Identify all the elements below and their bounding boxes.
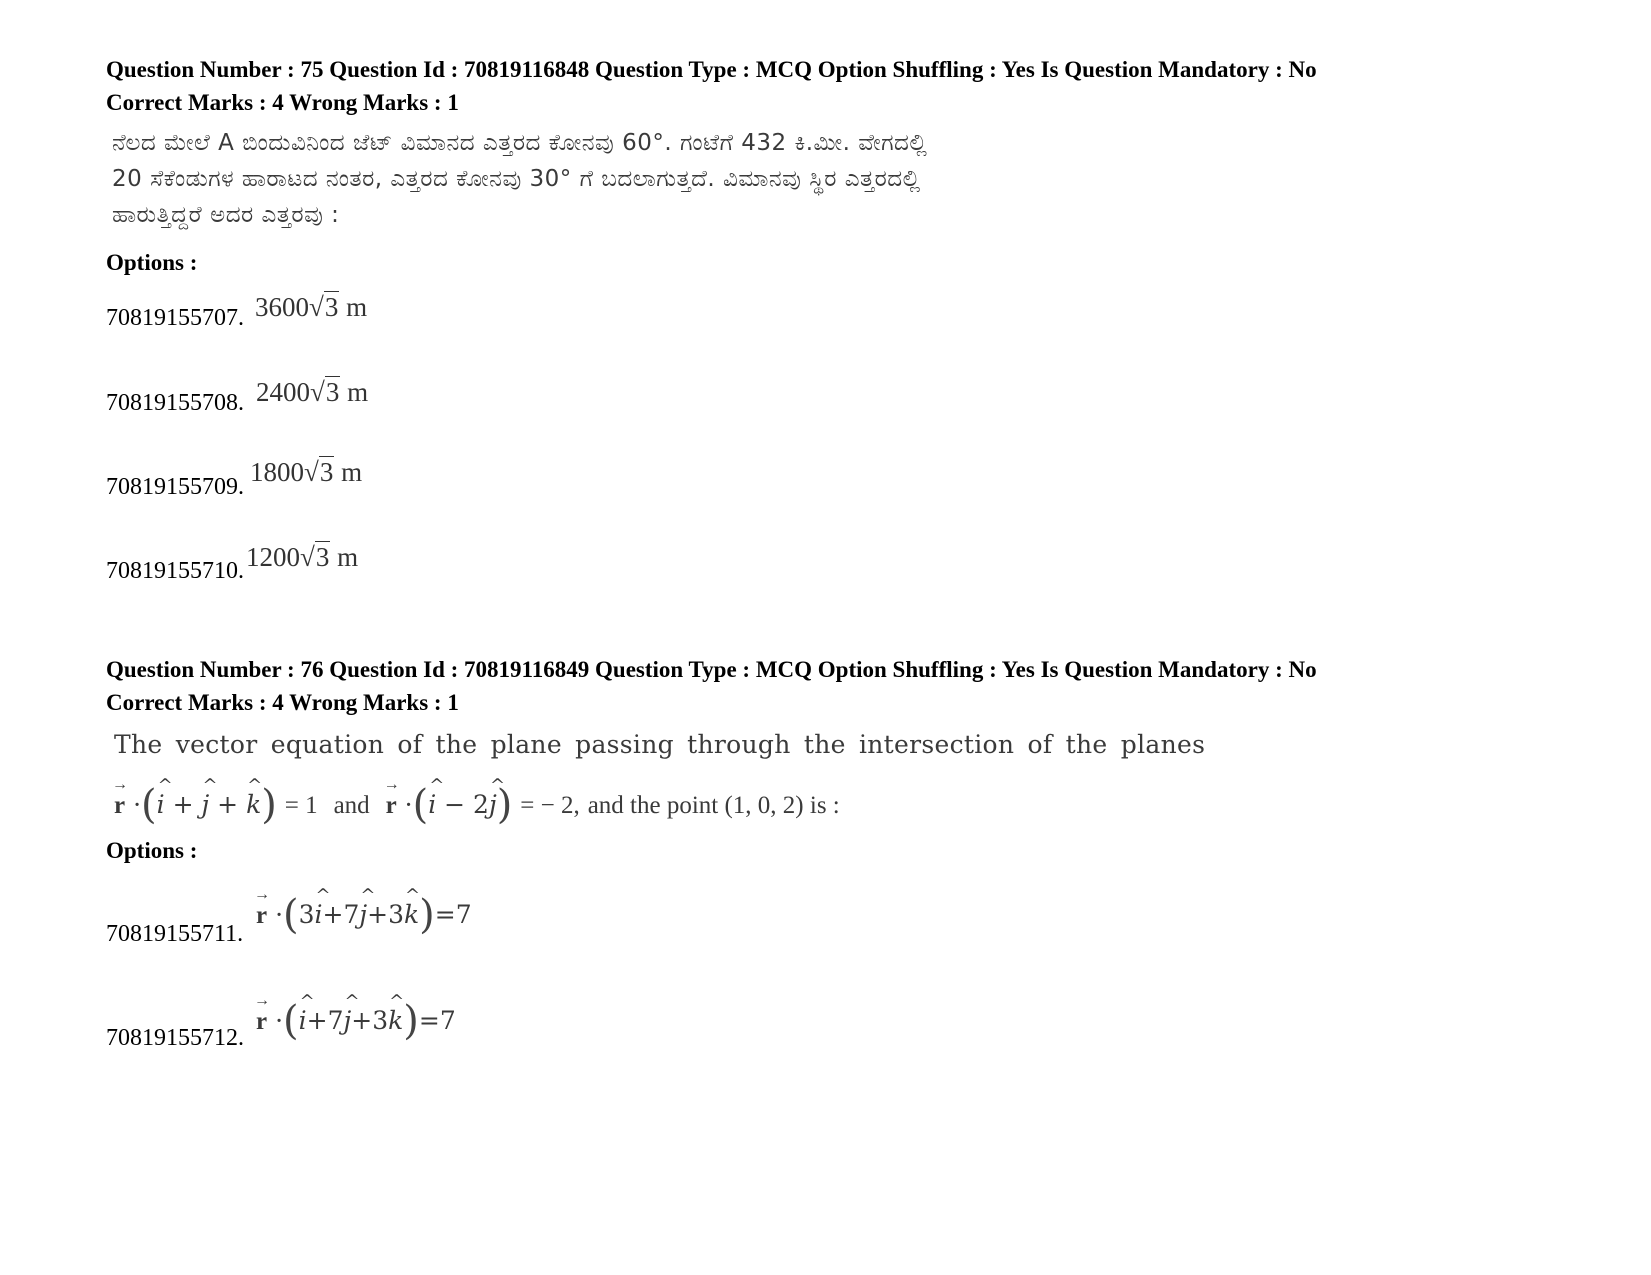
sqrt-symbol: √3 bbox=[300, 542, 330, 572]
option-answer[interactable] bbox=[246, 542, 358, 573]
option-answer[interactable]: → r ·(3^ i+7^ j+3^ k)=7 bbox=[256, 892, 472, 938]
coef-j: +7 bbox=[322, 900, 360, 929]
option-id: 70819155708. bbox=[106, 390, 244, 416]
vector-r: → r bbox=[256, 902, 267, 930]
sqrt-symbol: √3 bbox=[304, 457, 334, 487]
question-text-line: ನೆಲದ ಮೇಲೆ A ಬಿಂದುವಿನಿಂದ ಜೆಟ್ ವಿಮಾನದ ಎತ್ತರದ ಕೋನವು 60°. ಗಂಟೆಗೆ 432 ಕಿ.ಮೀ. ವೇಗದಲ್ಲಿ bbox=[112, 130, 928, 156]
radicand: 3 bbox=[315, 542, 330, 572]
coef-i: 3 bbox=[298, 900, 315, 929]
option-id: 70819155710. bbox=[106, 558, 244, 584]
sqrt-symbol: √3 bbox=[309, 292, 339, 322]
sqrt-symbol: √3 bbox=[310, 377, 340, 407]
equation-rhs: = 1 bbox=[284, 792, 318, 819]
option-coefficient: 1800 bbox=[250, 457, 304, 487]
marks-line: Correct Marks : 4 Wrong Marks : 1 bbox=[106, 90, 459, 115]
equation-rhs: = − 2, bbox=[520, 792, 580, 819]
marks-line: Correct Marks : 4 Wrong Marks : 1 bbox=[106, 690, 459, 715]
option-id: 70819155711. bbox=[106, 921, 244, 947]
question-header: Question Number : 75 Question Id : 70819116848 Question Type : MCQ Option Shuffling : Yes Is Question Mandatory : No bbox=[106, 57, 1317, 82]
option-answer[interactable]: → r ·(^ i+7^ j+3^ k)=7 bbox=[256, 998, 456, 1044]
option-coefficient: 3600 bbox=[255, 292, 309, 322]
coef-k: +3 bbox=[367, 900, 405, 929]
option-coefficient: 2400 bbox=[256, 377, 310, 407]
vector-r: → r bbox=[114, 792, 125, 820]
question-header: Question Number : 76 Question Id : 70819116849 Question Type : MCQ Option Shuffling : Yes Is Question Mandatory : No bbox=[106, 657, 1317, 682]
option-answer[interactable] bbox=[255, 292, 367, 323]
option-id: 70819155712. bbox=[106, 1025, 244, 1051]
option-unit: m bbox=[341, 457, 363, 487]
question-text-line: The vector equation of the plane passing through the intersection of the planes bbox=[114, 730, 1206, 759]
question-text-line: 20 ಸೆಕೆಂಡುಗಳ ಹಾರಾಟದ ನಂತರ, ಎತ್ತರದ ಕೋನವು 30° ಗೆ ಬದಲಾಗುತ್ತದೆ. ವಿಮಾನವು ಸ್ಥಿರ ಎತ್ತರದಲ್ಲಿ bbox=[112, 166, 921, 192]
conjunction: and bbox=[333, 792, 370, 819]
options-label: Options : bbox=[106, 250, 198, 275]
question-text-line: ಹಾರುತ್ತಿದ್ದರೆ ಅದರ ಎತ್ತರವು : bbox=[112, 202, 340, 228]
equation-rhs: =7 bbox=[418, 1006, 456, 1035]
vector-r: → r bbox=[256, 1008, 267, 1036]
option-unit: m bbox=[346, 292, 368, 322]
equation-rhs: =7 bbox=[434, 900, 472, 929]
question-text-tail: and the point (1, 0, 2) is : bbox=[587, 792, 840, 819]
option-id: 70819155709. bbox=[106, 474, 244, 500]
option-coefficient: 1200 bbox=[246, 542, 300, 572]
coef-k: +3 bbox=[351, 1006, 389, 1035]
question-equation-line: → r ·(^ i + ^ j + ^ k) = 1 and → r ·(^ i − 2^ j) = − 2, and the point (1, 0, 2) is : bbox=[114, 782, 840, 828]
coef-j: +7 bbox=[306, 1006, 344, 1035]
vector-r: → r bbox=[386, 792, 397, 820]
option-answer[interactable] bbox=[256, 377, 368, 408]
option-answer[interactable] bbox=[250, 457, 362, 488]
option-id: 70819155707. bbox=[106, 305, 244, 331]
radicand: 3 bbox=[319, 457, 334, 487]
option-unit: m bbox=[337, 542, 359, 572]
option-unit: m bbox=[347, 377, 369, 407]
radicand: 3 bbox=[324, 292, 339, 322]
options-label: Options : bbox=[106, 838, 198, 863]
radicand: 3 bbox=[325, 377, 340, 407]
